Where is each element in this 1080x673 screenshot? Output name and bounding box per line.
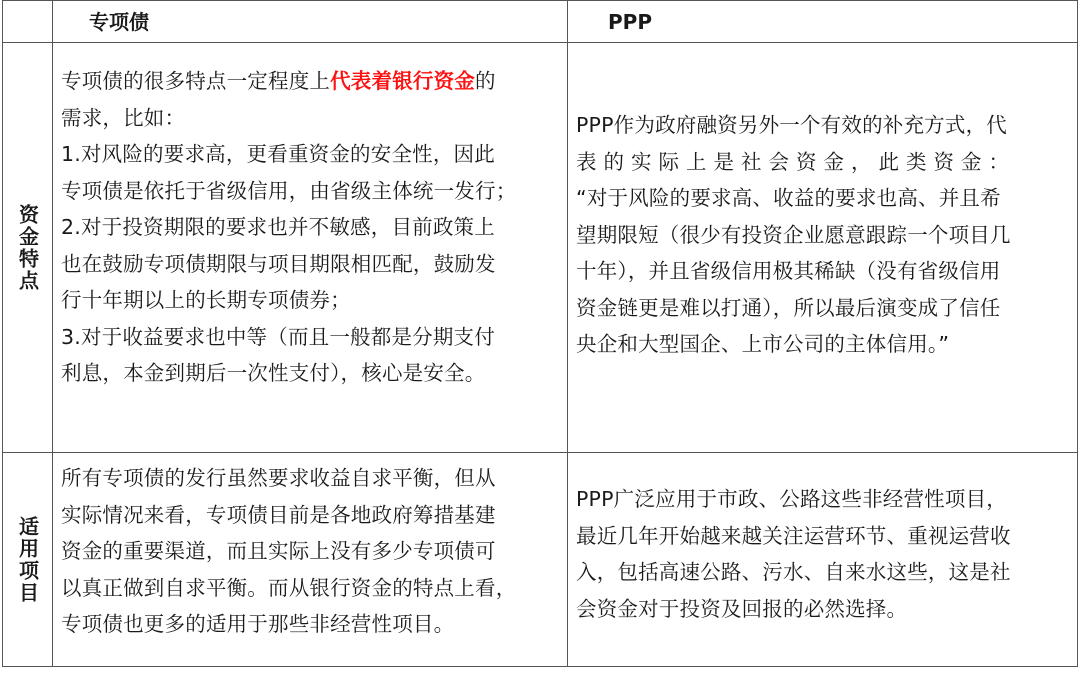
text-line: 也在鼓励专项债期限与项目期限相匹配，鼓励发 [61,251,496,276]
row-label-funding-characteristics [3,43,52,452]
row-label-applicable-projects [3,453,52,666]
text-line: 需求，比如： [61,105,186,130]
text-line: 专项债也更多的适用于那些非经营性项目。 [61,612,455,636]
text-line: PPP作为政府融资另外一个有效的补充方式，代 [576,113,1007,137]
row-label-text: 适用项目 [15,515,40,604]
text-line: 以真正做到自求平衡。而从银行资金的特点上看， [61,575,517,600]
header-zhuanxiangzhai: 专项债 [89,10,149,34]
text-line: 表的实际上是社会资金，此类资金： [576,149,1016,174]
cell-ppp-funding [568,107,1079,407]
row-label-text: 资金特点 [15,203,40,292]
text-line: PPP广泛应用于市政、公路这些非经营性项目， [576,487,1007,511]
text-line: “对于风险的要求高、收益的要求也高、并且希 [576,186,1001,210]
grid-line [3,452,1077,453]
text-line: 入，包括高速公路、污水、自来水这些，这是社 [576,560,1011,584]
text-line: 1.对风险的要求高，更看重资金的安全性，因此 [61,142,495,166]
text-line: 最近几年开始越来越关注运营环节、重视运营收 [576,523,1011,548]
text-line: 行十年期以上的长期专项债券； [61,288,351,312]
cell-zhuanxiangzhai-funding [53,63,567,449]
text-line: 资金的重要渠道，而且实际上没有多少专项债可 [61,539,496,563]
text-line: 所有专项债的发行虽然要求收益自求平衡，但从 [61,466,496,490]
text-line: 资金链更是难以打通），所以最后演变成了信任 [576,295,1001,320]
text-line: 专项债的很多特点一定程度上代表着银行资金的 [61,69,496,93]
text-line: 实际情况来看，专项债目前是各地政府筹措基建 [61,502,496,527]
comparison-table [2,0,1078,667]
grid-line [3,42,1077,43]
text-line: 会资金对于投资及回报的必然选择。 [576,596,908,621]
text-line: 利息，本金到期后一次性支付），核心是安全。 [61,361,486,385]
cell-zhuanxiangzhai-projects [53,460,567,660]
highlight-bank-funds: 代表着银行资金 [330,69,476,93]
text-line: 望期限短（很少有投资企业愿意跟踪一个项目几 [576,222,1011,247]
header-ppp: PPP [608,10,652,34]
text-line: 十年），并且省级信用极其稀缺（没有省级信用 [576,259,1001,283]
text-line: 专项债是依托于省级信用，由省级主体统一发行； [61,178,517,203]
text-line: 3.对于收益要求也中等（而且一般都是分期支付 [61,324,495,349]
header-corner-cell [3,1,52,42]
text-line: 央企和大型国企、上市公司的主体信用。” [576,332,950,356]
cell-ppp-projects [568,481,1079,641]
text-line: 2.对于投资期限的要求也并不敏感，目前政策上 [61,215,495,239]
